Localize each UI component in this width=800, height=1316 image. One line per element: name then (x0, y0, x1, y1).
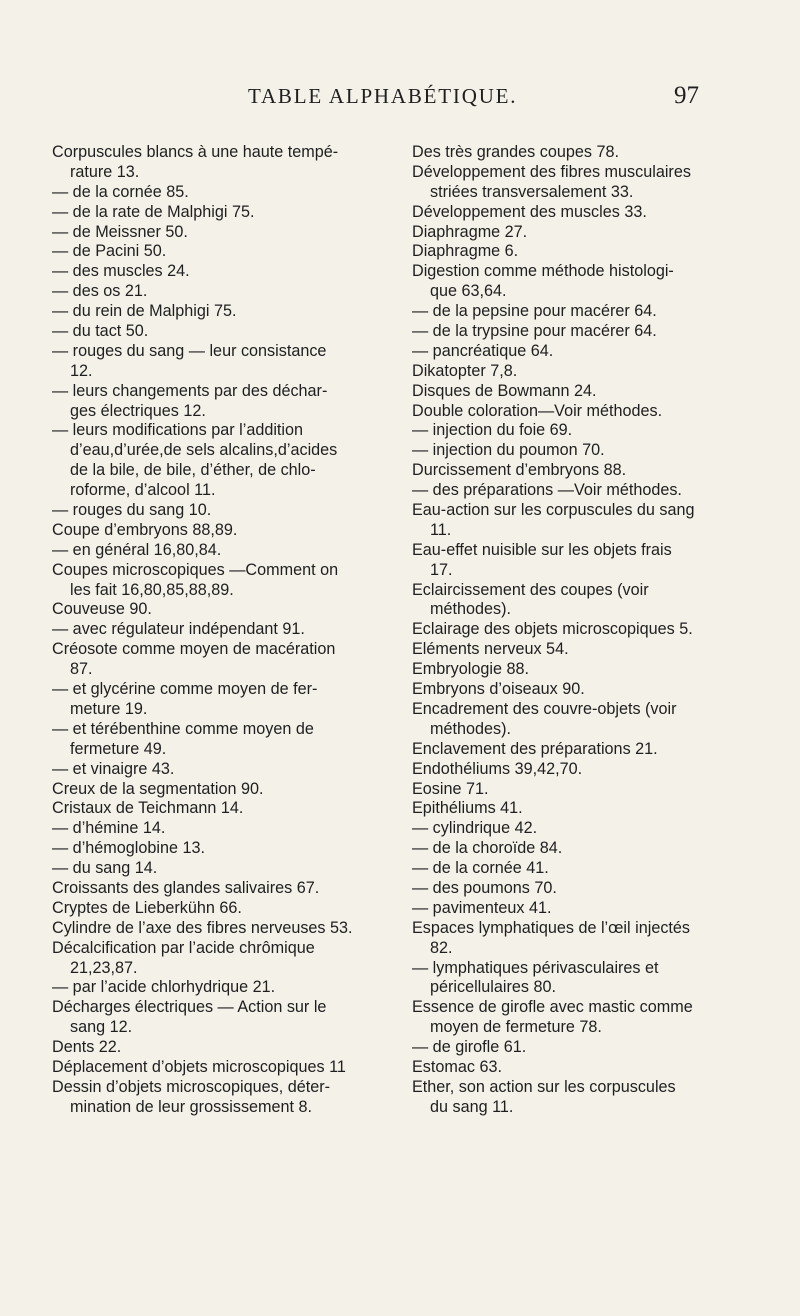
index-line: meture 19. (70, 699, 148, 718)
index-line: que 63,64. (430, 282, 507, 301)
index-line: 21,23,87. (70, 958, 138, 977)
index-line: Dikatopter 7,8. (412, 361, 518, 380)
index-line: ges électriques 12. (70, 401, 206, 420)
index-line: Epithéliums 41. (412, 799, 523, 818)
index-line: d’eau,d’urée,de sels alcalins,d’acides (70, 441, 338, 460)
index-line: — du tact 50. (52, 322, 149, 341)
index-line: Essence de girofle avec mastic comme (412, 998, 693, 1017)
index-line: Corpuscules blancs à une haute tempé- (52, 143, 339, 161)
index-line: de la bile, de bile, d’éther, de chlo- (70, 461, 316, 480)
index-line: fermeture 49. (70, 739, 167, 758)
index-line: Embryons d’oiseaux 90. (412, 680, 585, 699)
index-line: — de la cornée 85. (52, 182, 189, 201)
index-line: — injection du poumon 70. (412, 441, 605, 460)
index-line: Eau-action sur les corpuscules du sang (412, 501, 695, 520)
index-line: mination de leur grossissement 8. (70, 1097, 313, 1116)
index-line: Développement des fibres musculaires (412, 162, 691, 181)
index-line: Des très grandes coupes 78. (412, 143, 619, 161)
index-line: rature 13. (70, 162, 140, 181)
index-line: Cristaux de Teichmann 14. (52, 799, 244, 818)
index-line: les fait 16,80,85,88,89. (70, 580, 234, 599)
index-line: Diaphragme 6. (412, 242, 519, 261)
index-line: — injection du foie 69. (412, 421, 573, 440)
index-line: striées transversalement 33. (430, 182, 634, 201)
index-line: Diaphragme 27. (412, 222, 528, 241)
index-line: — de la rate de Malphigi 75. (52, 202, 255, 221)
index-line: Cylindre de l’axe des fibres nerveuses 53. (52, 918, 353, 937)
index-line: — et vinaigre 43. (52, 759, 175, 778)
index-line: — leurs modifications par l’addition (52, 421, 304, 440)
index-line: — d’hémoglobine 13. (52, 839, 205, 858)
index-line: Eosine 71. (412, 779, 489, 798)
index-line: — et glycérine comme moyen de fer- (52, 680, 318, 699)
index-line: — des muscles 24. (52, 262, 190, 281)
index-line: 12. (70, 361, 93, 380)
index-line: — leurs changements par des déchar- (52, 381, 328, 400)
index-line: Enclavement des préparations 21. (412, 739, 658, 758)
index-line: Espaces lymphatiques de l’œil injectés (412, 918, 691, 937)
index-line: Développement des muscles 33. (412, 202, 647, 221)
index-line: 11. (430, 520, 452, 539)
index-line: — rouges du sang 10. (52, 501, 212, 520)
index-line: — rouges du sang — leur consistance (52, 341, 327, 360)
index-line: Couveuse 90. (52, 600, 152, 619)
index-line: Décalcification par l’acide chrômique (52, 938, 315, 957)
index-line: roforme, d’alcool 11. (70, 481, 216, 500)
index-line: Endothéliums 39,42,70. (412, 759, 583, 778)
index-line: — de la cornée 41. (412, 859, 549, 878)
index-line: — de la pepsine pour macérer 64. (412, 302, 657, 321)
index-line: Eclairage des objets microscopiques 5. (412, 620, 693, 639)
index-line: Coupe d’embryons 88,89. (52, 520, 238, 539)
index-line: sang 12. (70, 1018, 133, 1037)
page-header (0, 84, 800, 114)
index-line: — de girofle 61. (412, 1038, 527, 1057)
right-column (412, 143, 757, 1118)
index-line: Coupes microscopiques —Comment on (52, 560, 339, 579)
index-line: 17. (430, 560, 453, 579)
index-line: — lymphatiques périvasculaires et (412, 958, 659, 977)
index-line: Disques de Bowmann 24. (412, 381, 597, 400)
index-line: Décharges électriques — Action sur le (52, 998, 327, 1017)
index-line: — des préparations —Voir méthodes. (412, 481, 682, 500)
page-number: 97 (674, 82, 699, 109)
index-line: Créosote comme moyen de macération (52, 640, 336, 659)
index-line: — pancréatique 64. (412, 341, 554, 360)
running-title: TABLE ALPHABÉTIQUE. (248, 84, 518, 108)
index-line: Durcissement d’embryons 88. (412, 461, 627, 480)
index-line: — d’hémine 14. (52, 819, 166, 838)
index-line: Dents 22. (52, 1038, 122, 1057)
index-line: — de la trypsine pour macérer 64. (412, 322, 657, 341)
index-line: — de Pacini 50. (52, 242, 167, 261)
index-line: Estomac 63. (412, 1057, 502, 1076)
index-line: 82. (430, 938, 453, 957)
index-line: Cryptes de Lieberkühn 66. (52, 898, 242, 917)
index-line: moyen de fermeture 78. (430, 1018, 602, 1037)
index-line: — des os 21. (52, 282, 148, 301)
index-line: — de la choroïde 84. (412, 839, 563, 858)
index-line: Digestion comme méthode histologi- (412, 262, 674, 281)
index-line: Encadrement des couvre-objets (voir (412, 699, 677, 718)
index-line: Eclaircissement des coupes (voir (412, 580, 649, 599)
index-line: — pavimenteux 41. (412, 898, 552, 917)
index-line: — du rein de Malphigi 75. (52, 302, 237, 321)
index-line: 87. (70, 660, 93, 679)
index-line: — de Meissner 50. (52, 222, 188, 241)
index-line: Dessin d’objets microscopiques, déter- (52, 1077, 331, 1096)
left-column (52, 143, 402, 1118)
index-line: Eléments nerveux 54. (412, 640, 569, 659)
index-line: — et térébenthine comme moyen de (52, 719, 314, 738)
index-line: Ether, son action sur les corpuscules (412, 1077, 676, 1096)
index-line: Eau-effet nuisible sur les objets frais (412, 540, 672, 559)
index-line: méthodes). (430, 719, 511, 738)
index-line: — avec régulateur indépendant 91. (52, 620, 305, 639)
index-line: péricellulaires 80. (430, 978, 556, 997)
index-line: Embryologie 88. (412, 660, 529, 679)
index-line: Croissants des glandes salivaires 67. (52, 878, 320, 897)
index-line: du sang 11. (430, 1097, 514, 1116)
index-line: — par l’acide chlorhydrique 21. (52, 978, 276, 997)
index-line: — en général 16,80,84. (52, 540, 222, 559)
index-line: Déplacement d’objets microscopiques 11 (52, 1057, 346, 1076)
index-line: méthodes). (430, 600, 511, 619)
index-line: Double coloration—Voir méthodes. (412, 401, 663, 420)
index-line: — cylindrique 42. (412, 819, 538, 838)
index-line: Creux de la segmentation 90. (52, 779, 264, 798)
index-line: — du sang 14. (52, 859, 158, 878)
index-line: — des poumons 70. (412, 878, 557, 897)
